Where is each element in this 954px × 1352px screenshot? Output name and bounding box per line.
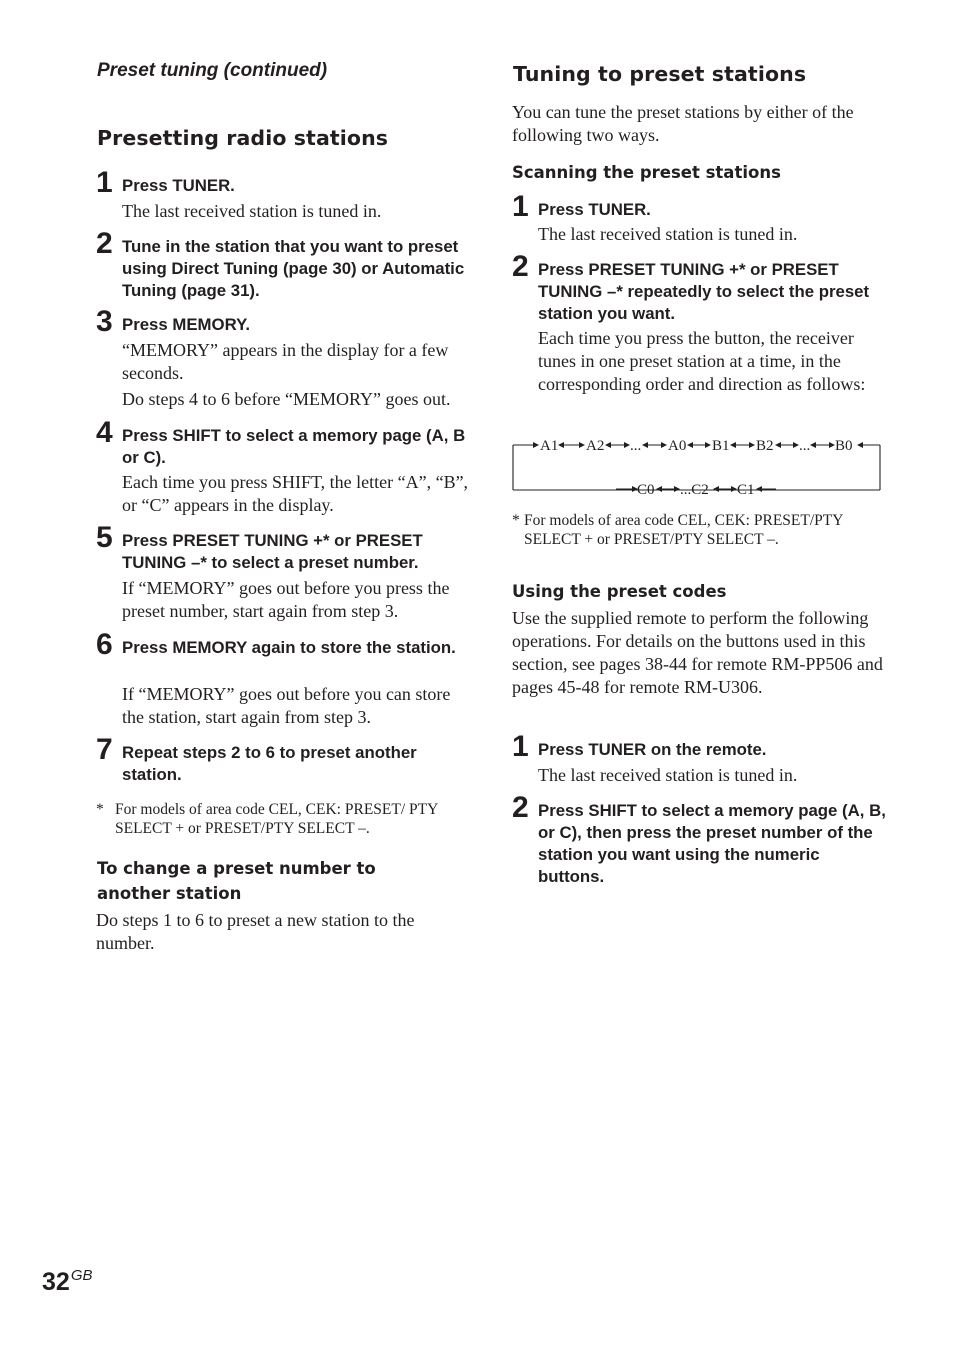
step-number: 2: [512, 250, 529, 283]
preset-label: C1: [737, 482, 755, 496]
step-instruction: Press TUNER.: [538, 200, 651, 219]
preset-label: ...C2: [680, 482, 709, 496]
section-heading-presetting: Presetting radio stations: [97, 126, 389, 150]
page-number-value: 32: [42, 1268, 70, 1296]
step-instruction: Tune in the station that you want to preset using Direct Tuning (page 30) or Automatic Tuning (page 31).: [122, 237, 465, 300]
step-description: The last received station is tuned in.: [122, 201, 382, 221]
running-head: Preset tuning (continued): [97, 60, 328, 81]
step-description: “MEMORY” appears in the display for a few seconds.: [122, 340, 449, 383]
preset-label: B0: [835, 438, 853, 454]
section-heading-tuning: Tuning to preset stations: [513, 62, 807, 86]
preset-label: B2: [756, 438, 774, 454]
step-number: 3: [96, 305, 113, 338]
change-preset-text: Do steps 1 to 6 to preset a new station to the number.: [96, 910, 415, 953]
preset-label: A0: [668, 438, 687, 454]
step-instruction: Press PRESET TUNING +* or PRESET TUNING –* to select a preset number.: [122, 531, 423, 572]
step-number: 2: [512, 791, 529, 824]
step-instruction: Press PRESET TUNING +* or PRESET TUNING –* repeatedly to select the preset station you want.: [538, 260, 870, 323]
step-instruction: Press TUNER on the remote.: [538, 740, 767, 759]
preset-label: A1: [540, 438, 559, 454]
preset-label: C0: [637, 482, 655, 496]
step-number: 2: [96, 227, 113, 260]
preset-cycle-diagram: [512, 430, 884, 496]
step-number: 1: [512, 190, 529, 223]
step-number: 1: [96, 166, 113, 199]
subheading-change-preset: To change a preset number to another station: [97, 859, 376, 903]
step-description: If “MEMORY” goes out before you can store the station, start again from step 3.: [122, 684, 451, 727]
tuning-intro: You can tune the preset stations by either of the following two ways.: [512, 102, 854, 145]
step-description: The last received station is tuned in.: [538, 765, 798, 785]
step-instruction: Press TUNER.: [122, 176, 235, 195]
step-number: 7: [96, 733, 113, 766]
preset-label: ...: [630, 438, 642, 454]
subheading-preset-codes: Using the preset codes: [512, 582, 727, 601]
step-description: If “MEMORY” goes out before you press the preset number, start again from step 3.: [122, 578, 450, 621]
step-instruction: Press SHIFT to select a memory page (A, B or C).: [122, 426, 466, 467]
step-number: 5: [96, 521, 113, 554]
step-instruction: Repeat steps 2 to 6 to preset another station.: [122, 743, 417, 784]
step-number: 1: [512, 730, 529, 763]
step-description: Each time you press the button, the receiver tunes in one preset station at a time, in the corresponding order and direction as follows:: [538, 328, 866, 394]
preset-label: ...: [799, 438, 811, 454]
step-description: Each time you press SHIFT, the letter “A”, “B”, or “C” appears in the display.: [122, 472, 469, 515]
footnote: [512, 511, 884, 549]
step-description: The last received station is tuned in.: [538, 224, 798, 244]
step-number: 4: [96, 416, 113, 449]
footnote-text: For models of area code CEL, CEK: PRESET/ PTY SELECT + or PRESET/PTY SELECT –.: [115, 801, 438, 837]
step-instruction: Press MEMORY again to store the station.: [122, 638, 456, 657]
step-description: Do steps 4 to 6 before “MEMORY” goes out.: [122, 389, 451, 409]
step-instruction: Press SHIFT to select a memory page (A, B, or C), then press the preset number of the station you want using the numeric buttons.: [538, 801, 886, 886]
step-instruction: Press MEMORY.: [122, 315, 251, 334]
page-number-suffix: GB: [70, 1267, 93, 1284]
preset-codes-text: Use the supplied remote to perform the following operations. For details on the buttons used in this section, see pages 38-44 for remote RM-PP506 and pages 45-48 for remote RM-U306.: [512, 608, 883, 697]
footnote-mark: *: [96, 801, 104, 818]
preset-label: A2: [586, 438, 605, 454]
page-number: [42, 1268, 93, 1297]
footnote-text: For models of area code CEL, CEK: PRESET/PTY SELECT + or PRESET/PTY SELECT –.: [524, 512, 843, 548]
subheading-scanning: Scanning the preset stations: [512, 163, 781, 182]
step-number: 6: [96, 628, 113, 661]
footnote-mark: *: [512, 512, 520, 529]
footnote: [96, 800, 446, 838]
preset-label: B1: [712, 438, 730, 454]
